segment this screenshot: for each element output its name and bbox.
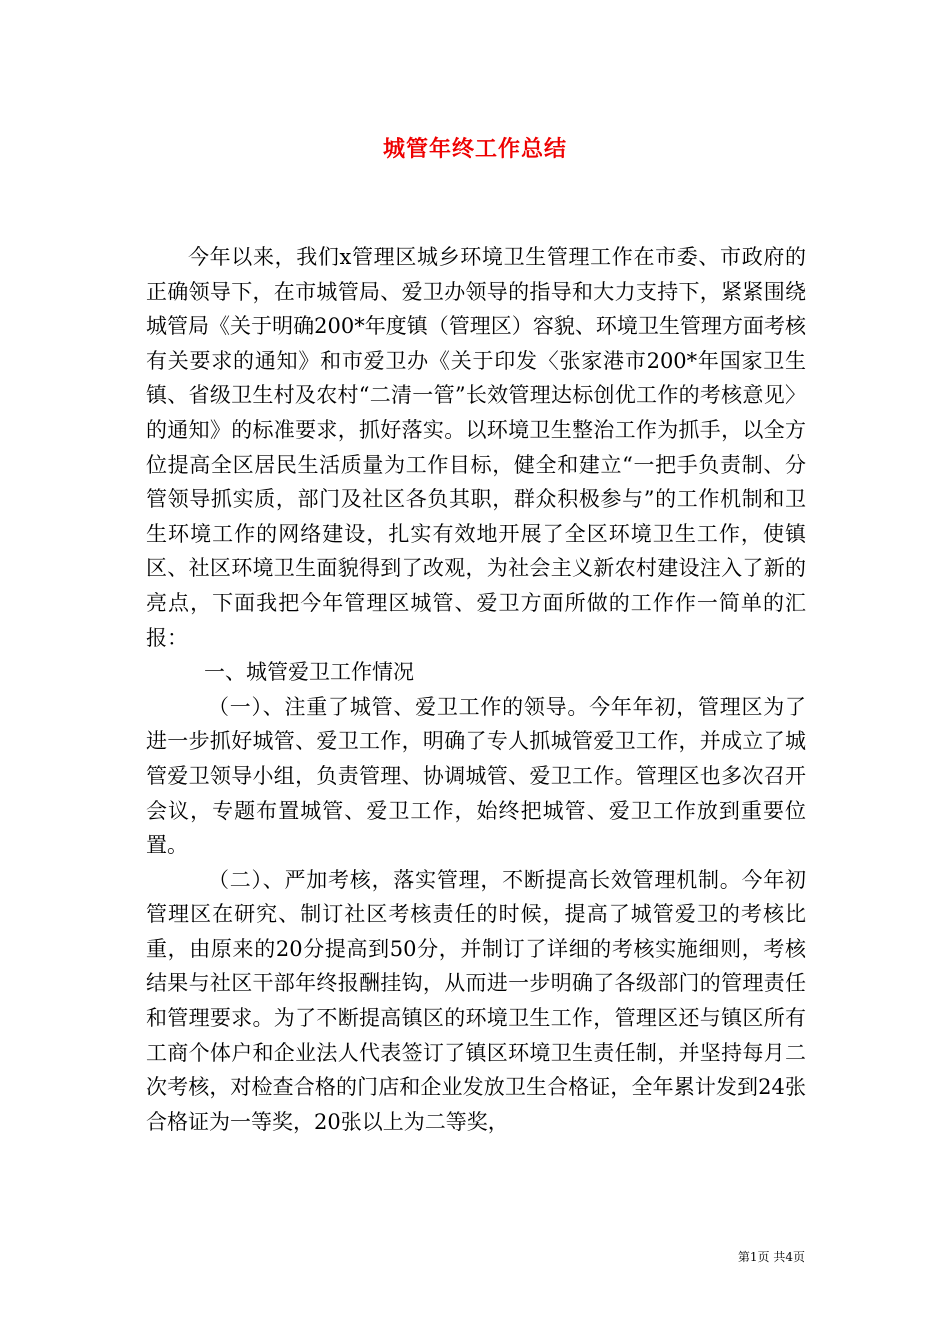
document-body <box>146 240 806 1139</box>
paragraph-section-1: （一）、注重了城管、爱卫工作的领导。今年年初，管理区为了进一步抓好城管、爱卫工作，明确了专人抓城管爱卫工作，并成立了城管爱卫领导小组，负责管理、协调城管、爱卫工作。管理区也多次召开会议，专题布置城管、爱卫工作，始终把城管、爱卫工作放到重要位置。 <box>146 694 806 858</box>
paragraph-section-2: （二）、严加考核，落实管理，不断提高长效管理机制。今年初管理区在研究、制订社区考核责任的时候，提高了城管爱卫的考核比重，由原来的20分提高到50分，并制订了详细的考核实施细则，考核结果与社区干部年终报酬挂钩，从而进一步明确了各级部门的管理责任和管理要求。为了不断提高镇区的环境卫生工作，管理区还与镇区所有工商个体户和企业法人代表签订了镇区环境卫生责任制，并坚持每月二次考核，对检查合格的门店和企业发放卫生合格证，全年累计发到24张合格证为一等奖，20张以上为二等奖， <box>146 867 806 1134</box>
section-heading: 一、城管爱卫工作情况 <box>204 660 414 685</box>
paragraph-intro: 今年以来，我们x管理区城乡环境卫生管理工作在市委、市政府的正确领导下，在市城管局、爱卫办领导的指导和大力支持下，紧紧围绕城管局《关于明确200*年度镇（管理区）容貌、环境卫生管理方面考核有关要求的通知》和市爱卫办《关于印发〈张家港市200*年国家卫生镇、省级卫生村及农村“二清一管”长效管理达标创优工作的考核意见〉的通知》的标准要求，抓好落实。以环境卫生整治工作为抓手，以全方位提高全区居民生活质量为工作目标，健全和建立“一把手负责制、分管领导抓实质，部门及社区各负其职，群众积极参与”的工作机制和卫生环境工作的网络建设，扎实有效地开展了全区环境卫生工作，使镇区、社区环境卫生面貌得到了改观，为社会主义新农村建设注入了新的亮点，下面我把今年管理区城管、爱卫方面所做的工作作一简单的汇报： <box>146 245 806 650</box>
document-title: 城管年终工作总结 <box>382 136 567 162</box>
page-number: 第1页 共4页 <box>737 1250 805 1264</box>
